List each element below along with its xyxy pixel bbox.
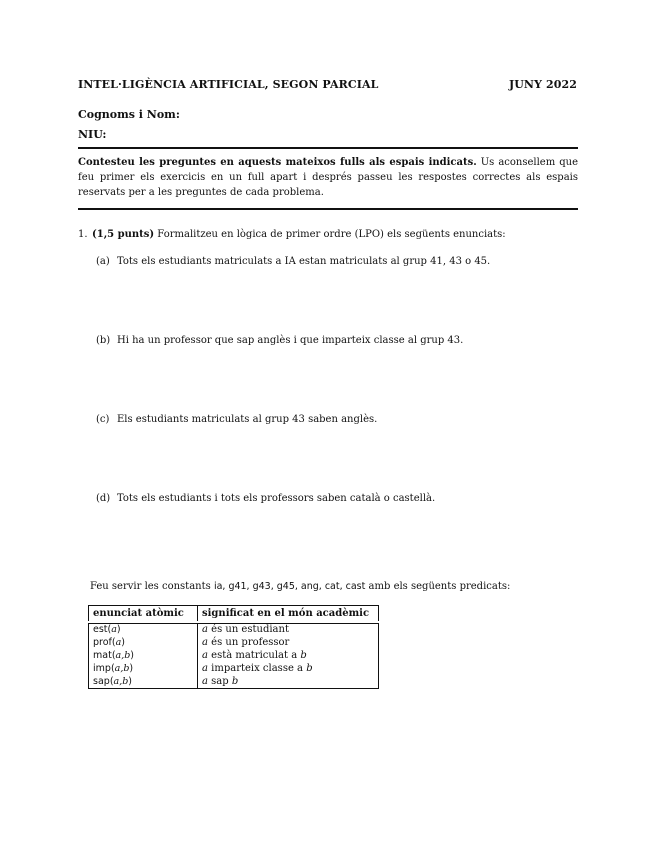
- meaning-text: imparteix classe a: [207, 663, 307, 674]
- table-row: [89, 622, 379, 636]
- predicate-cell: imp(a,b): [89, 662, 198, 675]
- part-a-label: (a): [96, 256, 110, 267]
- question-1-statement: [78, 229, 578, 240]
- meaning-cell: [198, 622, 379, 636]
- predicate-args: a: [115, 637, 122, 648]
- meaning-var: a: [202, 663, 208, 674]
- predicate-name: mat: [93, 650, 112, 661]
- meaning-cell: [198, 662, 379, 675]
- meaning-text: és un estudiant: [207, 624, 289, 635]
- exam-title: INTEL·LIGÈNCIA ARTIFICIAL, SEGON PARCIAL: [78, 78, 379, 91]
- meaning-end: b: [231, 676, 239, 687]
- predicate-cell: mat(a,b): [89, 649, 198, 662]
- header-meaning: significat en el món acadèmic: [198, 606, 379, 623]
- question-number: 1.: [78, 229, 88, 240]
- predicate-cell: prof(a): [89, 636, 198, 649]
- top-divider: [78, 147, 578, 149]
- part-a: [96, 256, 566, 267]
- meaning-cell: [198, 675, 379, 689]
- question-points: (1,5 punts): [92, 229, 155, 240]
- meaning-text: és un professor: [207, 637, 290, 648]
- meaning-cell: [198, 649, 379, 662]
- instructions-text: Us aconsellem que feu primer els exercicis en un full apart i després passeu les respostes correctes als espais reservats per a les preguntes de cada problema.: [78, 157, 578, 198]
- niu-field-label: NIU:: [78, 128, 107, 141]
- meaning-var: a: [202, 650, 208, 661]
- part-d-text: Tots els estudiants i tots els professors saben català o castellà.: [117, 493, 436, 504]
- header-atomic: enunciat atòmic: [89, 606, 198, 623]
- meaning-end: b: [306, 663, 313, 674]
- predicate-name: sap: [93, 676, 110, 687]
- constants-line: [90, 581, 510, 592]
- predicate-name: prof: [93, 637, 112, 648]
- predicate-cell: sap(a,b): [89, 675, 198, 689]
- part-c-label: (c): [96, 414, 110, 425]
- table-header-row: [89, 606, 379, 623]
- table-row: [89, 662, 379, 675]
- part-d: [96, 493, 566, 504]
- constants-suffix: amb els següents predicats:: [365, 581, 511, 592]
- constants-prefix: Feu servir les constants: [90, 581, 214, 592]
- meaning-cell: [198, 636, 379, 649]
- constants-list: ia, g41, g43, g45, ang, cat, cast: [213, 581, 366, 592]
- meaning-end: b: [300, 650, 307, 661]
- table-row: [89, 675, 379, 689]
- predicate-args: a,b: [115, 650, 131, 661]
- question-text: Formalitzeu en lògica de primer ordre (LPO) els següents enunciats:: [154, 229, 506, 240]
- part-b-text: Hi ha un professor que sap anglès i que imparteix classe al grup 43.: [117, 335, 464, 346]
- part-b: [96, 335, 566, 346]
- predicates-table: [88, 605, 379, 689]
- part-c: [96, 414, 566, 425]
- meaning-var: a: [202, 624, 208, 635]
- instructions: [78, 155, 578, 200]
- table-row: [89, 636, 379, 649]
- bottom-divider: [78, 208, 578, 210]
- exam-date: JUNY 2022: [508, 78, 577, 91]
- predicate-name: imp: [93, 663, 111, 674]
- meaning-text: està matriculat a: [207, 650, 301, 661]
- predicate-cell: est(a): [89, 622, 198, 636]
- part-b-label: (b): [96, 335, 111, 346]
- predicate-name: est: [93, 624, 108, 635]
- meaning-var: a: [202, 637, 208, 648]
- table-row: [89, 649, 379, 662]
- part-c-text: Els estudiants matriculats al grup 43 saben anglès.: [117, 414, 378, 425]
- part-d-label: (d): [96, 493, 111, 504]
- predicate-args: a: [111, 624, 117, 635]
- meaning-text: sap: [207, 676, 232, 687]
- predicate-args: a,b: [114, 663, 130, 674]
- part-a-text: Tots els estudiants matriculats a IA estan matriculats al grup 41, 43 o 45.: [117, 256, 491, 267]
- meaning-var: a: [202, 676, 208, 687]
- predicate-args: a,b: [113, 676, 129, 687]
- name-field-label: Cognoms i Nom:: [78, 108, 180, 121]
- instructions-bold: Contesteu les preguntes en aquests mateixos fulls als espais indicats.: [78, 157, 477, 168]
